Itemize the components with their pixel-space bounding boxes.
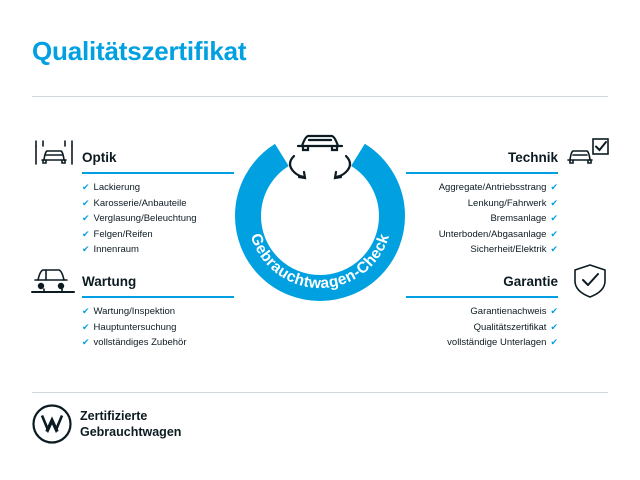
- check-icon: ✔: [550, 244, 558, 254]
- check-icon: ✔: [82, 321, 90, 332]
- list-item-label: Innenraum: [93, 244, 139, 255]
- list-item-label: Hauptuntersuchung: [93, 321, 177, 333]
- list-item: [82, 227, 197, 243]
- check-icon: ✔: [82, 197, 90, 208]
- list-item: [338, 335, 558, 351]
- list-item: [82, 335, 187, 351]
- section-heading-wartung: Wartung: [82, 274, 137, 289]
- section-heading-garantie: Garantie: [503, 274, 558, 289]
- section-rule-technik: [406, 172, 558, 174]
- badge-degrees: 360°: [288, 202, 352, 237]
- list-item: [82, 196, 197, 212]
- check-icon: ✔: [550, 182, 558, 192]
- car-wash-icon: [32, 134, 76, 173]
- list-item-label: Karosserie/Anbauteile: [93, 197, 187, 209]
- page-title: Qualitätszertifikat: [32, 36, 247, 66]
- list-item-label: Qualitätszertifikat: [473, 321, 547, 333]
- check-icon: ✔: [82, 182, 90, 192]
- check-icon: ✔: [550, 337, 558, 347]
- section-heading-optik: Optik: [82, 150, 117, 165]
- check-icon: ✔: [550, 306, 558, 316]
- list-item-label: Sicherheit/Elektrik: [470, 244, 547, 255]
- list-item-label: vollständige Unterlagen: [447, 337, 547, 348]
- gebrauchtwagen-check-badge: [224, 120, 416, 312]
- list-item-label: Verglasung/Beleuchtung: [93, 213, 197, 224]
- footer-divider: [32, 392, 608, 393]
- title-divider: [32, 96, 608, 97]
- check-icon: ✔: [550, 213, 558, 223]
- list-item: [82, 180, 197, 196]
- section-rule-garantie: [406, 296, 558, 298]
- section-list-wartung: [82, 304, 187, 351]
- list-item-label: Garantienachweis: [470, 306, 547, 317]
- check-icon: ✔: [82, 213, 90, 223]
- shield-check-icon: [572, 262, 608, 305]
- check-icon: ✔: [550, 228, 558, 239]
- vw-footer: [32, 404, 292, 452]
- section-heading-technik: Technik: [507, 150, 558, 165]
- check-icon: ✔: [550, 197, 558, 208]
- section-list-optik: [82, 180, 197, 258]
- list-item: [82, 320, 187, 336]
- list-item: [82, 211, 197, 227]
- car-check-icon: [566, 134, 610, 173]
- list-item: [82, 304, 187, 320]
- check-icon: ✔: [82, 244, 90, 254]
- car-lift-icon: [30, 262, 76, 307]
- vw-logo: [32, 404, 72, 444]
- check-icon: ✔: [82, 228, 90, 239]
- badge-curved-text: Gebrauchtwagen-Check: [246, 231, 394, 293]
- list-item-label: Lackierung: [93, 182, 141, 193]
- list-item-label: Lenkung/Fahrwerk: [467, 197, 547, 209]
- section-rule-optik: [82, 172, 234, 174]
- vw-footer-line1: Zertifizierte: [80, 409, 148, 423]
- vw-footer-text: [80, 408, 181, 440]
- list-item: [82, 242, 197, 258]
- list-item-label: Aggregate/Antriebsstrang: [438, 182, 547, 193]
- section-rule-wartung: [82, 296, 234, 298]
- list-item-label: vollständiges Zubehör: [93, 337, 187, 348]
- list-item-label: Wartung/Inspektion: [93, 306, 176, 317]
- check-icon: ✔: [82, 306, 90, 316]
- list-item-label: Felgen/Reifen: [93, 228, 153, 240]
- list-item: [338, 320, 558, 336]
- vw-footer-line2: Gebrauchtwagen: [80, 425, 182, 439]
- check-icon: ✔: [82, 337, 90, 347]
- list-item-label: Bremsanlage: [490, 213, 547, 224]
- list-item-label: Unterboden/Abgasanlage: [438, 228, 547, 240]
- check-icon: ✔: [550, 321, 558, 332]
